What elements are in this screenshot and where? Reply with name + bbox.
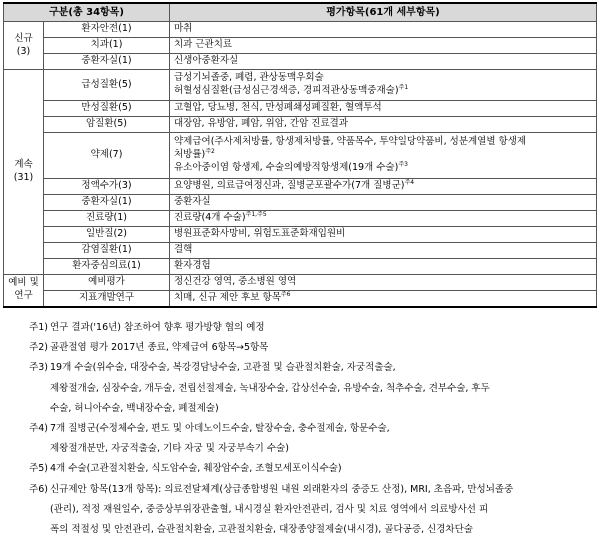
table-row <box>4 70 597 101</box>
footnote-label: 주1) <box>29 322 48 333</box>
item-text: 결핵 <box>170 243 597 259</box>
item-text: 급성기뇌졸중, 폐렴, 관상동맥우회술 허혈성심질환(급성심근경색증, 경피적관상동맥중재술)$^{주1}$ <box>170 70 597 101</box>
item-text: 환자경험 <box>170 259 597 275</box>
group-label-new: 신규 (3) <box>4 22 44 70</box>
sub-category: 중환자실(1) <box>44 195 170 211</box>
header-category: 구분(총 34항목) <box>4 3 170 22</box>
table-row <box>4 291 597 307</box>
sub-category: 환자안전(1) <box>44 22 170 38</box>
footnote-label: 주5) <box>29 463 48 475</box>
item-text: 고혈압, 당뇨병, 천식, 만성폐쇄성폐질환, 혈액투석 <box>170 101 597 117</box>
footnote <box>3 358 597 378</box>
footnote-text: 연구 결과('16년) 참조하여 향후 평가방향 협의 예정 <box>50 322 265 333</box>
footnote <box>3 338 597 358</box>
sub-category: 일반질(2) <box>44 227 170 243</box>
item-text: 대장암, 유방암, 폐암, 위암, 간암 진료결과 <box>170 117 597 133</box>
item-text: 요양병원, 의료급여정신과, 질병군포괄수가(7개 질병군)$^{주4}$ <box>170 179 597 195</box>
footnote-mark: 주1,주5 <box>245 211 267 219</box>
sub-category: 예비평가 <box>44 275 170 291</box>
table-row <box>4 133 597 179</box>
table-row <box>4 195 597 211</box>
footnote-mark: 주4 <box>404 179 415 187</box>
footnote-continuation: (관리), 적정 재원일수, 중증상부위장관출혈, 내시경실 환자안전관리, 검사 및 치료 영역에서 의료방사선 피 <box>50 503 489 515</box>
footnote <box>3 419 597 439</box>
footnote-mark: 주6 <box>280 290 291 298</box>
evaluation-items-table <box>3 2 597 308</box>
item-text: 치매, 신규 제안 후보 항목$^{주6}$ <box>170 291 597 307</box>
item-text: 중환자실 <box>170 195 597 211</box>
table-row <box>4 227 597 243</box>
footnote-continuation: 제왕절개분만, 자궁적출술, 기타 자궁 및 자궁부속기 수술) <box>50 443 289 455</box>
sub-category: 지표개발연구 <box>44 291 170 307</box>
table-row <box>4 38 597 54</box>
footnote-mark: 주2 <box>205 148 215 156</box>
sub-category: 만성질환(5) <box>44 101 170 117</box>
item-text: 마취 <box>170 22 597 38</box>
footnote-text: 4개 수술(고관절치환술, 식도암수술, 췌장암수술, 조혈모세포이식수술) <box>50 463 342 475</box>
item-text: 치과 근관치료 <box>170 38 597 54</box>
sub-category: 치과(1) <box>44 38 170 54</box>
table-row <box>4 22 597 38</box>
sub-category: 감염질환(1) <box>44 243 170 259</box>
item-text: 병원표준화사망비, 위험도표준화재입원비 <box>170 227 597 243</box>
item-text: 진료량(4개 수술)$^{주1,주5}$ <box>170 211 597 227</box>
footnote-mark: 주1 <box>398 84 409 91</box>
footnote-continuation: 폭의 적절성 및 안전관리, 슬관절치환술, 고관절치환술, 대장종양절제술(내시경), 골다공증, 신경차단술 <box>50 524 473 536</box>
footnote-label: 주3) <box>29 362 48 374</box>
footnote-continuation: 수술, 허니아수술, 백내장수술, 폐절제술) <box>50 402 219 414</box>
table-header-row <box>4 3 597 22</box>
sub-category: 급성질환(5) <box>44 70 170 101</box>
table-row <box>4 54 597 70</box>
item-text: 정신건강 영역, 중소병원 영역 <box>170 275 597 291</box>
sub-category: 환자중심의료(1) <box>44 259 170 275</box>
group-label-reserve: 예비 및 연구 <box>4 275 44 307</box>
footnote <box>3 318 597 338</box>
table-row <box>4 211 597 227</box>
sub-category: 암질환(5) <box>44 117 170 133</box>
group-label-continued: 계속 (31) <box>4 70 44 275</box>
footnote <box>3 480 597 500</box>
footnote <box>3 459 597 479</box>
sub-category: 중환자실(1) <box>44 54 170 70</box>
table-row <box>4 101 597 117</box>
table-row <box>4 117 597 133</box>
table-row <box>4 259 597 275</box>
footnote-label: 주6) <box>29 483 48 495</box>
table-row <box>4 243 597 259</box>
footnote-text: 신규제안 항목(13개 항목): 의료전달체계(상급종합병원 내원 외래환자의 중증도 산정), MRI, 초음파, 만성뇌졸중 <box>50 483 514 495</box>
footnote-text: 골관절염 평가 2017년 종료, 약제급여 6항목→5항목 <box>50 342 269 354</box>
footnote-label: 주4) <box>29 423 48 435</box>
footnote-text: 19개 수술(위수술, 대장수술, 복강경담낭수술, 고관절 및 슬관절치환술, 자궁적출술, <box>50 362 396 374</box>
footnotes <box>3 318 597 540</box>
footnote-continuation: 제왕절개술, 심장수술, 개두술, 전립선절제술, 녹내장수술, 갑상선수술, 유방수술, 척추수술, 견부수술, 후두 <box>50 382 490 394</box>
header-evaluation-items: 평가항목(61개 세부항목) <box>170 3 597 22</box>
sub-category: 정액수가(3) <box>44 179 170 195</box>
sub-category: 약제(7) <box>44 133 170 179</box>
item-text: 약제급여(주사제처방률, 항생제처방률, 약품목수, 투약일당약품비, 성분계열별 항생제 처방률)$^{주2}$ 유소아중이염 항생제, 수술의예방적항생제(19개 수술)$^{주3}$ <box>170 133 597 179</box>
table-row <box>4 179 597 195</box>
footnote-mark: 주3 <box>398 160 408 168</box>
table-row <box>4 275 597 291</box>
footnote-label: 주2) <box>29 342 48 354</box>
item-text: 신생아중환자실 <box>170 54 597 70</box>
sub-category: 진료량(1) <box>44 211 170 227</box>
footnote-text: 7개 질병군(수정체수술, 편도 및 아데노이드수술, 탈장수술, 충수절제술, 항문수술, <box>50 423 390 435</box>
